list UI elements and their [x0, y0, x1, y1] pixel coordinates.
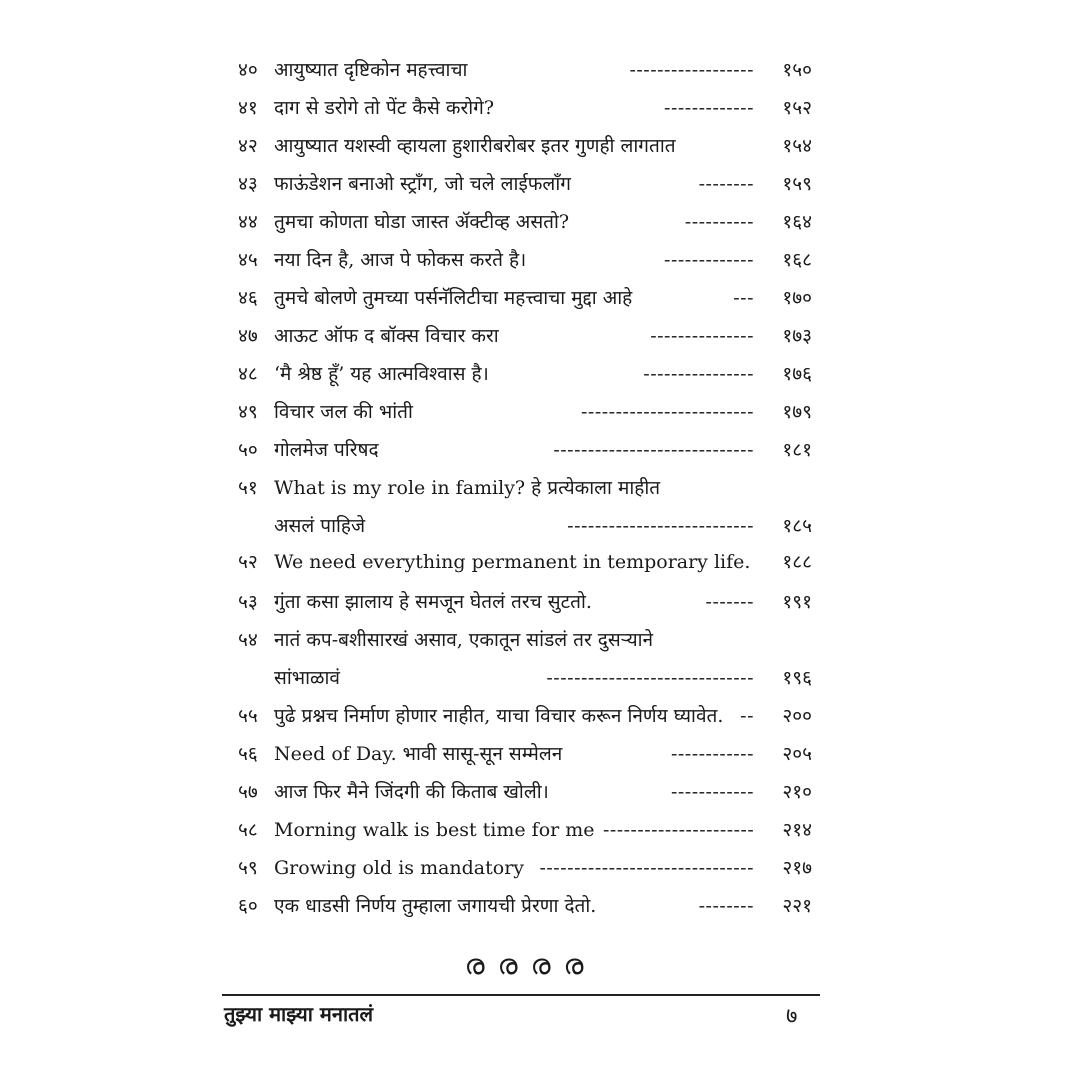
- toc-entry-number: ४८: [238, 363, 258, 385]
- toc-entry-number: ५०: [238, 439, 258, 461]
- toc-entry-number: ५४: [238, 629, 258, 651]
- toc-entry: [238, 166, 820, 202]
- toc-entry-page: १६८: [782, 249, 812, 271]
- toc-entry-number: ५९: [238, 857, 258, 879]
- toc-entry-leader: -------------: [664, 249, 754, 271]
- toc-entry-page: २००: [782, 705, 812, 727]
- toc-entry-number: ४३: [238, 173, 258, 195]
- toc-entry: [238, 888, 820, 924]
- toc-entry-page: २२१: [782, 895, 812, 917]
- toc-entry: [238, 622, 820, 658]
- toc-entry: [238, 660, 820, 696]
- toc-entry-title: सांभाळावं: [274, 667, 340, 689]
- toc-entry-leader: ----------------: [643, 363, 754, 385]
- toc-entry-leader: ------------------------------: [546, 667, 754, 689]
- toc-entry-number: ५३: [238, 591, 258, 613]
- toc-entry-page: १७६: [782, 363, 812, 385]
- toc-entry-page: २१०: [782, 781, 812, 803]
- toc-entry-leader: ---------------------------: [567, 515, 754, 537]
- toc-entry: [238, 90, 820, 126]
- toc-entry: [238, 432, 820, 468]
- toc-entry-leader: ---------------: [650, 325, 754, 347]
- toc-entry-title: आज फिर मैने जिंदगी की किताब खोली।: [274, 781, 549, 803]
- section-ornament: ര ര ര ര: [464, 948, 586, 981]
- toc-entry-page: १९६: [782, 667, 812, 689]
- toc-entry: [238, 812, 820, 848]
- toc-entry-leader: -----------------------------: [553, 439, 754, 461]
- toc-entry-title: गुंता कसा झालाय हे समजून घेतलं तरच सुटतो.: [274, 591, 592, 613]
- toc-entry-leader: -------------------------------: [539, 857, 754, 879]
- toc-entry: [238, 850, 820, 886]
- toc-entry-page: १५२: [782, 97, 812, 119]
- toc-entry-title: विचार जल की भांती: [274, 401, 413, 423]
- toc-entry-leader: ----------------------: [602, 819, 754, 841]
- toc-entry-leader: ---: [733, 287, 754, 309]
- toc-entry-title: ‘मै श्रेष्ठ हूँ’ यह आत्मविश्वास है।: [274, 363, 489, 385]
- toc-entry-number: ४४: [238, 211, 258, 233]
- toc-entry: [238, 584, 820, 620]
- toc-entry: [238, 52, 820, 88]
- toc-entry: [238, 242, 820, 278]
- footer-divider: [222, 994, 820, 996]
- page-number: ७: [786, 1004, 798, 1029]
- toc-entry: [238, 774, 820, 810]
- toc-entry-title: पुढे प्रश्नच निर्माण होणार नाहीत, याचा विचार करून निर्णय घ्यावेत.: [274, 705, 724, 727]
- toc-entry-title: आयुष्यात दृष्टिकोन महत्त्वाचा: [274, 59, 468, 81]
- toc-entry-leader: ----------: [684, 211, 754, 233]
- toc-entry-page: १५४: [782, 135, 812, 157]
- toc-entry-number: ५७: [238, 781, 258, 803]
- toc-entry-title: What is my role in family? हे प्रत्येकाला माहीत: [274, 477, 661, 499]
- toc-entry-leader: ------------: [670, 743, 754, 765]
- toc-entry-title: असलं पाहिजे: [274, 515, 366, 537]
- toc-entry-title: We need everything permanent in temporary life.: [274, 551, 751, 573]
- toc-entry-leader: -------------: [664, 97, 754, 119]
- toc-entry-leader: ------------------: [629, 59, 754, 81]
- toc-entry: [238, 280, 820, 316]
- toc-entry-number: ४१: [238, 97, 258, 119]
- toc-entry-number: ४६: [238, 287, 258, 309]
- toc-entry-page: १७०: [782, 287, 812, 309]
- toc-entry-number: ४७: [238, 325, 258, 347]
- toc-entry-page: १८८: [782, 551, 812, 573]
- toc-entry-title: Growing old is mandatory: [274, 857, 525, 879]
- toc-entry-page: १५९: [782, 173, 812, 195]
- toc-entry-title: Morning walk is best time for me: [274, 819, 595, 841]
- toc-entry-number: ५२: [238, 551, 258, 573]
- toc-entry-page: १८१: [782, 439, 812, 461]
- toc-entry-title: एक धाडसी निर्णय तुम्हाला जगायची प्रेरणा देतो.: [274, 895, 597, 917]
- toc-entry-title: दाग से डरोगे तो पेंट कैसे करोगे?: [274, 97, 495, 119]
- toc-entry-number: ५६: [238, 743, 258, 765]
- toc-entry-number: ४९: [238, 401, 258, 423]
- toc-entry: [238, 470, 820, 506]
- toc-entry: [238, 394, 820, 430]
- toc-entry: [238, 736, 820, 772]
- toc-entry: [238, 204, 820, 240]
- toc-entry-title: नया दिन है, आज पे फोकस करते है।: [274, 249, 527, 271]
- toc-entry-number: ६०: [238, 895, 258, 917]
- toc-entry-page: २१४: [782, 819, 812, 841]
- toc-entry-page: १८५: [782, 515, 812, 537]
- toc-entry-number: ४५: [238, 249, 258, 271]
- toc-entry-page: १७३: [782, 325, 812, 347]
- toc-entry-title: फाऊंडेशन बनाओ स्ट्राँग, जो चले लाईफलाँग: [274, 173, 571, 195]
- toc-entry-page: २०५: [782, 743, 812, 765]
- toc-entry-number: ४२: [238, 135, 258, 157]
- toc-entry: [238, 128, 820, 164]
- toc-entry-number: ४०: [238, 59, 258, 81]
- toc-entry-leader: -------: [705, 591, 754, 613]
- toc-entry-title: आऊट ऑफ द बॉक्स विचार करा: [274, 325, 499, 347]
- toc-entry: [238, 544, 820, 580]
- toc-entry-title: तुमचा कोणता घोडा जास्त ॲक्टीव्ह असतो?: [274, 211, 570, 233]
- toc-entry-leader: --------: [698, 895, 754, 917]
- toc-entry-title: गोलमेज परिषद: [274, 439, 379, 461]
- toc-entry-page: २१७: [782, 857, 812, 879]
- toc-entry-leader: --------: [698, 173, 754, 195]
- toc-entry-title: तुमचे बोलणे तुमच्या पर्सनॅलिटीचा महत्त्वाचा मुद्दा आहे: [274, 287, 633, 309]
- toc-entry-leader: ------------: [670, 781, 754, 803]
- book-title: तुझ्या माझ्या मनातलं: [224, 1002, 374, 1026]
- toc-entry-leader: --: [740, 705, 754, 727]
- toc-entry-number: ५८: [238, 819, 258, 841]
- toc-entry-page: १६४: [782, 211, 812, 233]
- toc-entry: [238, 508, 820, 544]
- toc-entry-leader: -------------------------: [581, 401, 754, 423]
- toc-entry: [238, 356, 820, 392]
- toc-entry-number: ५१: [238, 477, 258, 499]
- toc-entry-title: आयुष्यात यशस्वी व्हायला हुशारीबरोबर इतर गुणही लागतात: [274, 135, 676, 157]
- toc-entry-page: १७९: [782, 401, 812, 423]
- toc-entry-title: नातं कप-बशीसारखं असाव, एकातून सांडलं तर दुसऱ्याने: [274, 629, 654, 651]
- toc-entry: [238, 698, 820, 734]
- toc-entry-title: Need of Day. भावी सासू-सून सम्मेलन: [274, 743, 563, 765]
- toc-entry-page: १९१: [782, 591, 812, 613]
- toc-entry-number: ५५: [238, 705, 258, 727]
- toc-entry: [238, 318, 820, 354]
- toc-entry-page: १५०: [782, 59, 812, 81]
